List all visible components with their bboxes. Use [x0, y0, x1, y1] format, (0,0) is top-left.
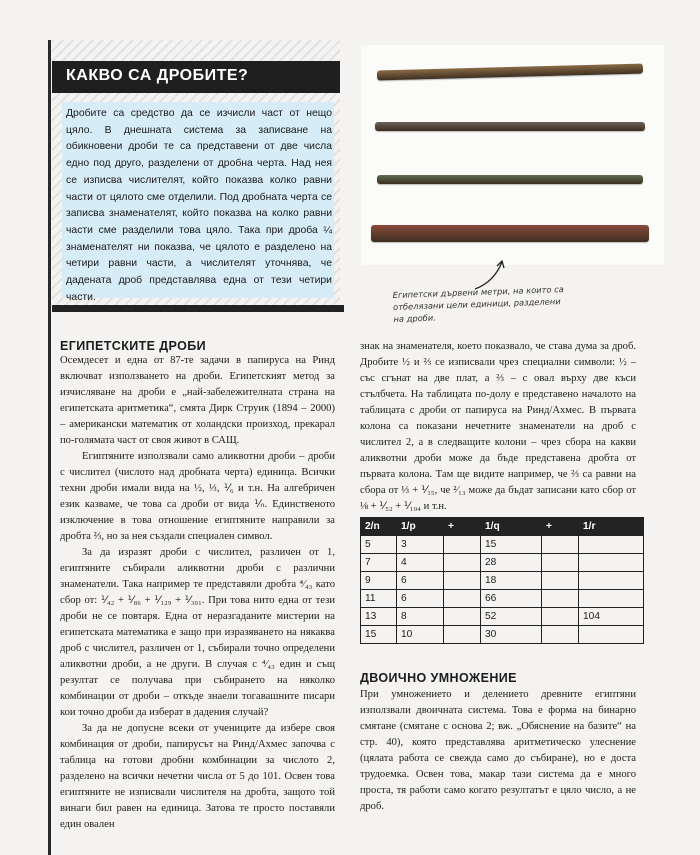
paragraph: За да не допусне всеки от учениците да избере своя комбинация от дроби, папирусът на Ринд/Ахмес започва с таблица на готови дробни комбинации за числото 2, разделено на всички нечетни числа от 5 до 101. Освен това египтяните не изписвали числителя на дробта, защото той винаги бил равен на единица. Затова те просто поставяли един овален	[60, 723, 335, 830]
table-header: +	[444, 518, 481, 536]
ruler-rod	[371, 225, 649, 242]
table-header-row	[361, 518, 644, 536]
table-header: 1/q	[481, 518, 542, 536]
table-cell: 8	[397, 608, 444, 626]
table-cell	[579, 554, 644, 572]
table-cell	[579, 572, 644, 590]
table-cell	[444, 572, 481, 590]
table-cell	[542, 536, 579, 554]
table-cell	[579, 590, 644, 608]
paragraph: Осемдесет и една от 87-те задачи в папируса на Ринд включват използването на дроби. Египетският метод за изчисляване на дроби е „най-забележителната страна на египетската аритметика“, смята Дирк Струик (1894 – 2000) – американски математик от холандски произход, прекарал по-голямата част от своя живот в САЩ.	[60, 355, 335, 446]
table-cell: 4	[397, 554, 444, 572]
section-heading-egyptian-fractions: ЕГИПЕТСКИТЕ ДРОБИ	[60, 339, 207, 353]
right-column-bottom	[360, 687, 636, 815]
table-cell	[444, 536, 481, 554]
paragraph: Египтяните използвали само аликвотни дроби – дроби с числител (числото над дробната черта) единица. Всички техни дроби имали вида на ½, ⅓, ⅟₆ и т.н. На алгебричен език казваме, че това са дроби от вида ⅟ₙ. Единственото изключение в това отношение египтяните направили за дробта ⅔, но за нея създали специален символ.	[60, 451, 335, 542]
table-cell: 7	[361, 554, 397, 572]
ruler-rod	[377, 175, 643, 184]
table-row	[361, 536, 644, 554]
table-cell: 9	[361, 572, 397, 590]
margin-line	[48, 40, 51, 855]
table-cell	[579, 626, 644, 644]
table-cell: 28	[481, 554, 542, 572]
table-cell: 13	[361, 608, 397, 626]
paragraph: При умножението и делението древните египтяни използвали двоичната система. Това е форма на бинарно смятане (смятане с основа 2; вж. „Обяснение на базите“ на стр. 40), която представлява аритметическо улеснение (цялата работа се свежда само до събиране), но е доста трудоемка. Освен това, макар тази система да е много проста, тя работи само когато резултатът е цяло число, а не дроб.	[360, 689, 636, 812]
box-text: Дробите са средство да се изчисли част от нещо цяло. В днешната система за записване на обикновени дроби те са представени от две числа едно под друго, разделени от дробна черта. Над нея се изписва числителят, който показва колко равни части от цялото сме отделили. Под дробната черта се записва знаменателят, който показва на колко равни части сме разделили това цяло. Така при дроба ¼ знаменателят ни показва, че цялото е разделено на четири равни части, а числителят уточнява, че дадената дроб представлява една от тези четири части.	[66, 108, 332, 303]
table-cell	[542, 554, 579, 572]
table-row	[361, 626, 644, 644]
fractions-table	[360, 517, 644, 644]
ruler-rod	[377, 64, 643, 81]
table-cell: 66	[481, 590, 542, 608]
table-cell: 6	[397, 590, 444, 608]
wooden-rulers-photo	[361, 45, 664, 265]
table-row	[361, 590, 644, 608]
right-column-top	[360, 339, 636, 515]
table-cell	[542, 572, 579, 590]
table-cell	[444, 554, 481, 572]
ruler-rod	[375, 122, 645, 131]
table-cell	[542, 626, 579, 644]
table-row	[361, 608, 644, 626]
table-cell: 6	[397, 572, 444, 590]
table-cell: 11	[361, 590, 397, 608]
table-cell: 15	[481, 536, 542, 554]
table-cell	[542, 608, 579, 626]
table-header: 2/n	[361, 518, 397, 536]
table-cell	[542, 590, 579, 608]
left-column	[60, 353, 335, 833]
table-cell	[444, 590, 481, 608]
table-cell	[444, 608, 481, 626]
table-cell: 52	[481, 608, 542, 626]
section-rule	[52, 305, 344, 312]
table-cell	[579, 536, 644, 554]
table-cell	[444, 626, 481, 644]
table-row	[361, 554, 644, 572]
paragraph: За да изразят дроби с числител, различен от 1, египтяните събирали аликвотни дроби с различни знаменатели. Така например те представяли дробта ⁴⁄₄₃ като сбор от: ⅟₄₂ + ⅟₈₆ + ⅟₁₂₉ + ⅟₃₀₁. При това нито една от тези дроби не се повтаря. Една от неразгаданите мистерии на египетската математика е защо при изразяването на някаква дроб с числител, различен от 1, събирали точно определени аликвотни дроби, а не други. В случая с ⁴⁄₄₃ един и същ резултат се получава при събирането на няколко комбинации от дроби – откъде знаели тогавашните писари кои точно дроби да изберат в дадения случай?	[60, 547, 335, 718]
table-header: 1/r	[579, 518, 644, 536]
section-heading-binary-multiplication: ДВОИЧНО УМНОЖЕНИЕ	[360, 671, 517, 685]
table-header: 1/p	[397, 518, 444, 536]
table-cell: 10	[397, 626, 444, 644]
table-header: +	[542, 518, 579, 536]
paragraph: знак на знаменателя, което показвало, че става дума за дроб. Дробите ½ и ⅔ се изписвали чрез специални символи: ½ – със сгънат на две плат, а ⅔ – с овал върху две къси стълбчета. На таблицата по-долу е представено началото на таблицата с дроби от папируса на Ринд/Ахмес. В първата колона са показани нечетните знаменатели на дроб с числител 2, а в следващите колони – чрез сбора на какви аликвотни дроби може да бъде представена дробта от първата колона. Там ще видите например, че ⅔ са равни на сбора от ⅓ + ⅟₁₅, че ²⁄₁₃ може да бъдат записани като сбор от ⅛ + ⅟₅₂ + ⅟₁₀₄ и т.н.	[360, 341, 636, 512]
table-row	[361, 572, 644, 590]
table-cell: 15	[361, 626, 397, 644]
table-cell: 3	[397, 536, 444, 554]
table-cell: 104	[579, 608, 644, 626]
box-title: КАКВО СА ДРОБИТЕ?	[66, 67, 249, 84]
table-cell: 18	[481, 572, 542, 590]
table-cell: 5	[361, 536, 397, 554]
table-cell: 30	[481, 626, 542, 644]
photo-caption: Египетски дървени метри, на които са отбелязани цели единици, разделени на дроби.	[392, 284, 564, 324]
